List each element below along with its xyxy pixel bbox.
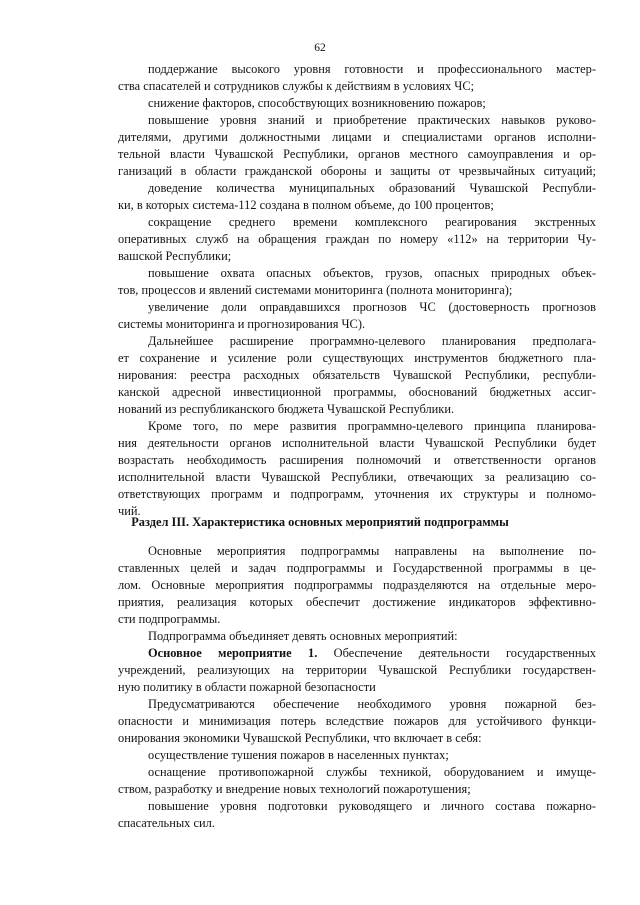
- text-line: нований из республиканского бюджета Чувашской Республики.: [118, 402, 455, 416]
- text-line: увеличение доли оправдавшихся прогнозов ЧС (достоверность прогнозов: [148, 300, 596, 314]
- text-line: тельной власти Чувашской Республики, органов местного самоуправления и ор-: [118, 147, 596, 161]
- text-line: сти подпрограммы.: [118, 612, 221, 626]
- text-line: повышение уровня подготовки руководящего и личного состава пожарно-: [148, 799, 596, 813]
- text-line: приятия, реализация которых обеспечит достижение индикаторов эффективно-: [118, 595, 596, 609]
- text-line: ганизаций в области гражданской обороны и защиты от чрезвычайных ситуаций;: [118, 164, 596, 178]
- text-line-with-bold-lead: [118, 645, 596, 662]
- text-line: ки, в которых система-112 создана в полном объеме, до 100 процентов;: [118, 198, 494, 212]
- text-line-rest: Обеспечение деятельности государственных: [333, 646, 596, 660]
- text-line: тов, процессов и явлений системами мониторинга (полнота мониторинга);: [118, 283, 513, 297]
- section-heading: Раздел III. Характеристика основных мероприятий подпрограммы: [131, 515, 509, 529]
- text-line: опасности и минимизация потерь вследствие пожаров для устойчивого функци-: [118, 714, 596, 728]
- text-line: оперативных служб на обращения граждан по номеру «112» на территории Чу-: [118, 232, 596, 246]
- text-line: доведение количества муниципальных образований Чувашской Республи-: [148, 181, 596, 195]
- page-number: 62: [314, 42, 326, 54]
- text-line: ства спасателей и сотрудников службы к действиям в условиях ЧС;: [118, 79, 475, 93]
- text-line: онирования экономики Чувашской Республики, что включает в себя:: [118, 731, 482, 745]
- text-line: Предусматриваются обеспечение необходимого уровня пожарной без-: [148, 697, 596, 711]
- text-line: Кроме того, по мере развития программно-целевого принципа планирова-: [148, 419, 596, 433]
- text-line: учреждений, реализующих на территории Чувашской Республики государствен-: [118, 663, 596, 677]
- text-line: Основные мероприятия подпрограммы направлены на выполнение по-: [148, 544, 596, 558]
- text-line: чий.: [118, 504, 141, 518]
- text-line: ную политику в области пожарной безопасности: [118, 680, 376, 694]
- text-line: Подпрограмма объединяет девять основных мероприятий:: [148, 629, 458, 643]
- body-text-part-1: [118, 61, 596, 520]
- text-line: поддержание высокого уровня готовности и профессионального мастер-: [148, 62, 596, 76]
- text-line: системы мониторинга и прогнозирования ЧС).: [118, 317, 366, 331]
- text-line: ством, разработку и внедрение новых технологий пожаротушения;: [118, 782, 471, 796]
- text-line: нирования: реестра расходных обязательств Чувашской Республики, республи-: [118, 368, 596, 382]
- text-line: повышение охвата опасных объектов, грузов, опасных природных объек-: [148, 266, 596, 280]
- text-line: лом. Основные мероприятия подпрограммы подразделяются на отдельные меро-: [118, 578, 596, 592]
- text-line: сокращение среднего времени комплексного реагирования экстренных: [148, 215, 596, 229]
- text-line: спасательных сил.: [118, 816, 215, 830]
- text-line: канской адресной инвестиционной программы, обоснований бюджетных ассиг-: [118, 385, 596, 399]
- text-line: осуществление тушения пожаров в населенных пунктах;: [148, 748, 449, 762]
- text-line: повышение уровня знаний и приобретение практических навыков руково-: [148, 113, 596, 127]
- text-line: ставленных целей и задач подпрограммы и Государственной программы в це-: [118, 561, 596, 575]
- text-line: ответствующих программ и подпрограмм, уточнения их структуры и полномо-: [118, 487, 596, 501]
- text-line: ет сохранение и усиление роли существующих инструментов бюджетного пла-: [118, 351, 596, 365]
- body-text-part-2: [118, 543, 596, 832]
- text-line: исполнительной власти Чувашской Республики, отвечающих за реализацию со-: [118, 470, 596, 484]
- text-line: оснащение противопожарной службы техникой, оборудованием и имуще-: [148, 765, 596, 779]
- text-line: снижение факторов, способствующих возникновению пожаров;: [148, 96, 486, 110]
- text-line: дителями, другими должностными лицами и специалистами органов исполни-: [118, 130, 596, 144]
- bold-lead: Основное мероприятие 1.: [148, 646, 318, 660]
- text-line: ния деятельности органов исполнительной власти Чувашской Республики будет: [118, 436, 596, 450]
- text-line: возрастать необходимость расширения полномочий и ответственности органов: [118, 453, 596, 467]
- text-line: Дальнейшее расширение программно-целевого планирования предполага-: [148, 334, 596, 348]
- text-line: вашской Республики;: [118, 249, 232, 263]
